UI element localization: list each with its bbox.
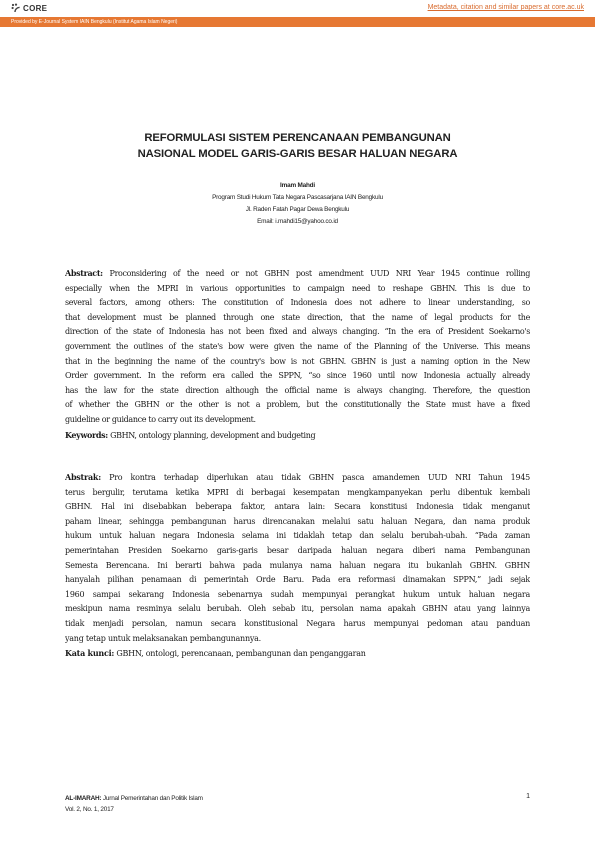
paper-title-line-1: REFORMULASI SISTEM PERENCANAAN PEMBANGUNAN xyxy=(144,132,451,144)
keywords-id-label: Kata kunci: xyxy=(65,648,115,659)
journal-volume: Vol. 2, No. 1, 2017 xyxy=(65,806,114,813)
abstract-en-label: Abstract: xyxy=(65,268,103,278)
abstract-en-line: Abstract: Proconsidering of the need or not GBHN post amendment UUD NRI Year 1945 continue rolling xyxy=(65,268,530,278)
core-logo-icon xyxy=(11,3,21,13)
abstract-en-line: guideline or guidance to carry out its development. xyxy=(65,414,256,424)
abstract-en-line: of whether the GBHN or the other is not a problem, but the constitutionally the State must have a fixed xyxy=(65,400,530,410)
core-header-bar xyxy=(0,0,595,17)
abstract-en-line: direction of the state of Indonesia has not been fixed and always changing. “In the era of President Soekarno's xyxy=(65,327,530,337)
provided-by-banner xyxy=(0,17,595,27)
abstract-id-line: yang tetap untuk melaksanakan pembangunannya. xyxy=(65,633,261,643)
abstract-id-line: terus bergulir, terutama ketika MPRI di berbagai kesempatan mengkampanyekan perlu dibentuk kembali xyxy=(65,487,530,497)
abstract-en-line: that development must be planned through one state direction, that the name of legal products for the xyxy=(65,312,530,322)
abstract-english xyxy=(65,266,530,443)
abstract-id-line: Abstrak: Pro kontra terhadap diperlukan atau tidak GBHN pasca amandemen UUD NRI Tahun 1945 xyxy=(65,472,530,482)
abstract-id-label: Abstrak: xyxy=(65,472,101,482)
journal-footer xyxy=(65,793,203,815)
core-metadata-link[interactable]: Metadata, citation and similar papers at core.ac.uk xyxy=(427,4,584,11)
journal-name: AL-IMARAH: xyxy=(65,795,102,802)
abstract-en-line: government the outlines of the state's bow were given the name of the Planning of the Universe. This means xyxy=(65,341,530,351)
keywords-en-label: Keywords: xyxy=(65,429,108,440)
keywords-indonesian xyxy=(65,646,530,662)
abstract-en-line: especially when the MPRI in various opportunities to campaign need to reshape GBHN. This is due to xyxy=(65,283,530,293)
abstract-id-line: pemerintahan Presiden Soekarno garis-garis besar daripada haluan negara diberi nama Pembangunan xyxy=(65,545,530,555)
abstract-id-line: hukum untuk haluan negara Indonesia selama ini tidaklah tetap dan selalu berubah-ubah. “Pada zaman xyxy=(65,531,530,541)
keywords-en-text: GBHN, ontology planning, development and budgeting xyxy=(110,430,316,440)
author-name: Imam Mahdi xyxy=(280,182,315,189)
abstract-en-line: several factors, among others: The constitution of Indonesia does not adhere to linear understanding, so xyxy=(65,298,530,308)
abstract-id-line: 1960 sampai sekarang Indonesia sebenarnya sudah mempunyai perangkat hukum untuk haluan negara xyxy=(65,589,530,599)
abstract-id-line: hanyalah pilihan penamaan di pemerintah Orde Baru. Pada era reformasi dinamakan SPPN,” jadi sejak xyxy=(65,575,530,585)
author-affiliation-program: Program Studi Hukum Tata Negara Pascasarjana IAIN Bengkulu xyxy=(212,194,383,201)
author-affiliation-address: Jl. Raden Fatah Pagar Dewa Bengkulu xyxy=(245,206,350,213)
abstract-en-line: that in the beginning the name of the country's bow is not GBHN. GBHN is just a naming option in the New xyxy=(65,356,530,366)
abstract-en-line: Order government. In the reform era called the SPPN, “so since 1960 until now Indonesia actually already xyxy=(65,371,530,381)
abstract-id-line: Semesta Berencana. Ini berarti bahwa pada mulanya nama haluan negara itu bukanlah GBHN. GBHN xyxy=(65,560,530,570)
journal-description: Jurnal Pemerintahan dan Politik Islam xyxy=(102,795,203,802)
abstract-id-line: tidak menjadi persolan, namun secara konstitusional Negara harus mempunyai pedoman atau panduan xyxy=(65,618,530,628)
author-email: Email: i.mahdi15@yahoo.co.id xyxy=(257,218,338,225)
page-number: 1 xyxy=(526,793,530,800)
core-logo-text: CORE xyxy=(23,3,48,13)
keywords-id-text: GBHN, ontologi, perencanaan, pembangunan dan penganggaran xyxy=(116,649,366,659)
abstract-id-line: GBHN. Hal ini disebabkan beberapa faktor, antara lain: Secara konstitusi Indonesia tidak menganut xyxy=(65,502,530,512)
core-logo[interactable] xyxy=(11,3,47,13)
abstract-id-line: paham linear, sehingga pembangunan harus direncanakan melalui satu haluan Negara, dan nama produk xyxy=(65,516,530,526)
abstract-indonesian xyxy=(65,470,530,662)
provided-by-text: Provided by E-Journal System IAIN Bengkulu (Institut Agama Islam Negeri) xyxy=(11,19,178,25)
keywords-english xyxy=(65,428,530,444)
abstract-id-line: meskipun nama resminya selalu berubah. Oleh sebab itu, persolan nama apakah GBHN atau yang lainnya xyxy=(65,604,530,614)
paper-title-line-2: NASIONAL MODEL GARIS-GARIS BESAR HALUAN NEGARA xyxy=(137,148,458,160)
abstract-en-line: has the law for the state direction although the official name is always changing. Therefore, the question xyxy=(65,385,530,395)
